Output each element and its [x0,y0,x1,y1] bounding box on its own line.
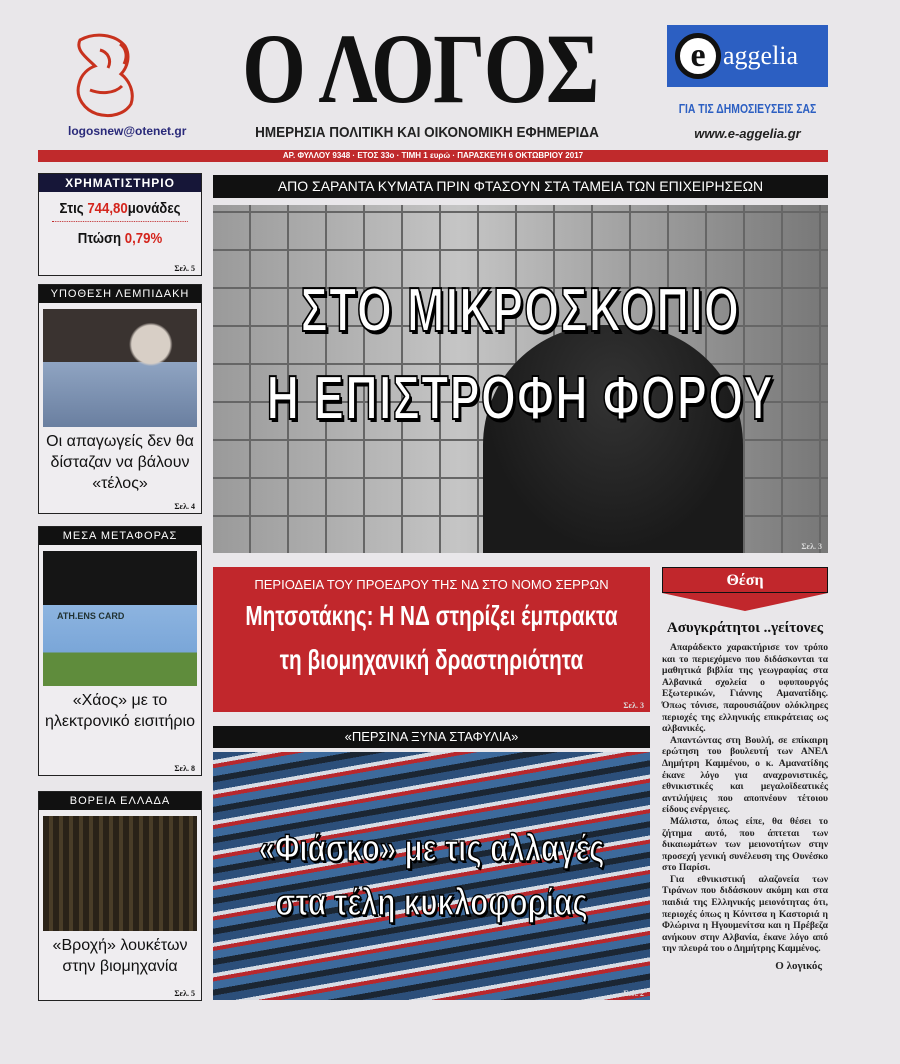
label-arrow-icon [662,593,828,611]
story-photo [43,816,197,931]
page-ref: Σελ. 5 [174,264,195,273]
column-paragraph: Μάλιστα, όπως είπε, θα θέσει το ζήτημα αυτό, που άπτεται των δικαιωμάτων των μειονοτήτων στην προσεχή γενική συνέλευση της Ουνέσκο στο Παρίσι. [662,815,828,874]
page-ref: Σελ. 8 [174,764,195,773]
column-signature: Ο λογικός [775,960,822,973]
page-ref: Σελ. 2 [623,989,644,998]
third-headline-line1: «Φιάσκο» με τις αλλαγές [258,828,605,870]
sidebar-story[interactable] [38,526,202,776]
story-photo [43,551,197,686]
story-photo [43,309,197,427]
lead-headline-line2: Η ΕΠΙΣΤΡΟΦΗ ΦΟΡΟΥ [266,364,775,433]
second-headline-line1: Μητσοτάκης: Η ΝΔ στηρίζει έμπρακτα [245,600,618,631]
issue-info-bar: ΑΡ. ΦΥΛΛΟΥ 9348 · ΕΤΟΣ 33ο · ΤΙΜΗ 1 ευρώ · ΠΑΡΑΣΚΕΥΗ 6 ΟΚΤΩΒΡΙΟΥ 2017 [38,150,828,162]
story-title: «Χάος» με το ηλεκτρονικό εισιτήριο [45,692,195,730]
lead-kicker: ΑΠΟ ΣΑΡΑΝΤΑ ΚΥΜΑΤΑ ΠΡΙΝ ΦΤΑΣΟΥΝ ΣΤΑ ΤΑΜΕΙΑ ΤΩΝ ΕΠΙΧΕΙΡΗΣΕΩΝ [213,175,828,198]
column-body [662,642,828,973]
eaggelia-logo-icon: e [675,33,721,79]
page-ref: Σελ. 4 [174,502,195,511]
sidebar-story[interactable] [38,284,202,514]
second-story[interactable] [213,567,650,712]
box-header: ΥΠΟΘΕΣΗ ΛΕΜΠΙΔΑΚΗ [39,285,201,303]
sidebar-story[interactable] [38,791,202,1001]
lead-headline-line1: ΣΤΟ ΜΙΚΡΟΣΚΟΠΙΟ [300,276,741,345]
second-headline-line2: τη βιομηχανική δραστηριότητα [279,644,584,675]
ad-logo-word: aggelia [723,41,799,70]
masthead-title: Ο ΛΟΓΟΣ [242,13,598,124]
box-header: ΜΕΣΑ ΜΕΤΑΦΟΡΑΣ [39,527,201,545]
newspaper-logo-figures [60,30,160,122]
page-ref: Σελ. 5 [174,989,195,998]
page-ref: Σελ. 3 [623,701,644,710]
story-title: «Βροχή» λουκέτων στην βιομηχανία [52,937,188,975]
email-address[interactable]: logosnew@otenet.gr [68,124,187,138]
box-header: ΧΡΗΜΑΤΙΣΤΗΡΙΟ [39,174,201,192]
ad-url[interactable]: www.e-aggelia.gr [694,126,801,141]
page-ref: Σελ. 3 [801,542,822,551]
card-text: ATH.ENS CARD [57,611,125,621]
box-header: ΒΟΡΕΙΑ ΕΛΛΑΔΑ [39,792,201,810]
lead-story[interactable] [213,205,828,553]
second-kicker: ΠΕΡΙΟΔΕΙΑ ΤΟΥ ΠΡΟΕΔΡΟΥ ΤΗΣ ΝΔ ΣΤΟ ΝΟΜΟ ΣΕΡΡΩΝ [254,577,609,592]
stock-change: Πτώση 0,79% [77,230,163,247]
eaggelia-ad[interactable] [667,25,828,87]
column-paragraph: Απαντώντας στη Βουλή, σε επίκαιρη ερώτηση του βουλευτή των ΑΝΕΛ Δημήτρη Καμμένου, ο κ. Αμανατίδης έκανε λόγο για αναχρονιστικές, εθνικιστικές και μεγαλοϊδεατικές αντιλήψεις που αποπνέουν τέτοιου είδους ενέργειες. [662,734,828,816]
stock-market-box [38,173,202,276]
column-label [662,567,828,612]
column-paragraph: Απαράδεκτο χαρακτήρισε τον τρόπο και το περιεχόμενο που διδάσκονται τα μαθητικά βιβλία της γεωγραφίας στα Αλβανικά σχολεία ο υφυπουργός Εξωτερικών, Γιάννης Αμανατίδης. Όπως τόνισε, παρουσιάζουν ολόκληρες περιοχές της ελληνικής επικράτειας ως αλβανικές. [662,642,828,735]
story-title: Οι απαγωγείς δεν θα δίσταζαν να βάλουν «τέλος» [46,433,194,492]
third-story[interactable] [213,752,650,1000]
third-headline-line2: στα τέλη κυκλοφορίας [275,882,588,924]
masthead-tagline: ΗΜΕΡΗΣΙΑ ΠΟΛΙΤΙΚΗ ΚΑΙ ΟΙΚΟΝΟΜΙΚΗ ΕΦΗΜΕΡΙΔΑ [255,124,599,141]
stock-points: Στις 744,80μονάδες [52,192,188,222]
column-label-text: Θέση [662,567,828,593]
column-headline: Ασυγκράτητοι ..γείτονες [666,620,824,636]
hero-photo-figure [483,325,743,553]
column-paragraph: Για εθνικιστική αλαζονεία των Τιράνων που διδάσκουν ακόμη και στα παιδιά της Ελληνικής μειονότητας ότι, περιοχές όπως η Κόνιτσα η Καστοριά η Φλώρινα η Ηγουμενίτσα και η Πρέβεζα ανήκουν στην Αλβανία, έκανε λόγο από την πλευρά του ο Δημήτρης Καμμένος. [662,873,828,955]
third-kicker: «ΠΕΡΣΙΝΑ ΞΥΝΑ ΣΤΑΦΥΛΙΑ» [213,726,650,748]
ad-tagline: ΓΙΑ ΤΙΣ ΔΗΜΟΣΙΕΥΣΕΙΣ ΣΑΣ [678,101,817,116]
